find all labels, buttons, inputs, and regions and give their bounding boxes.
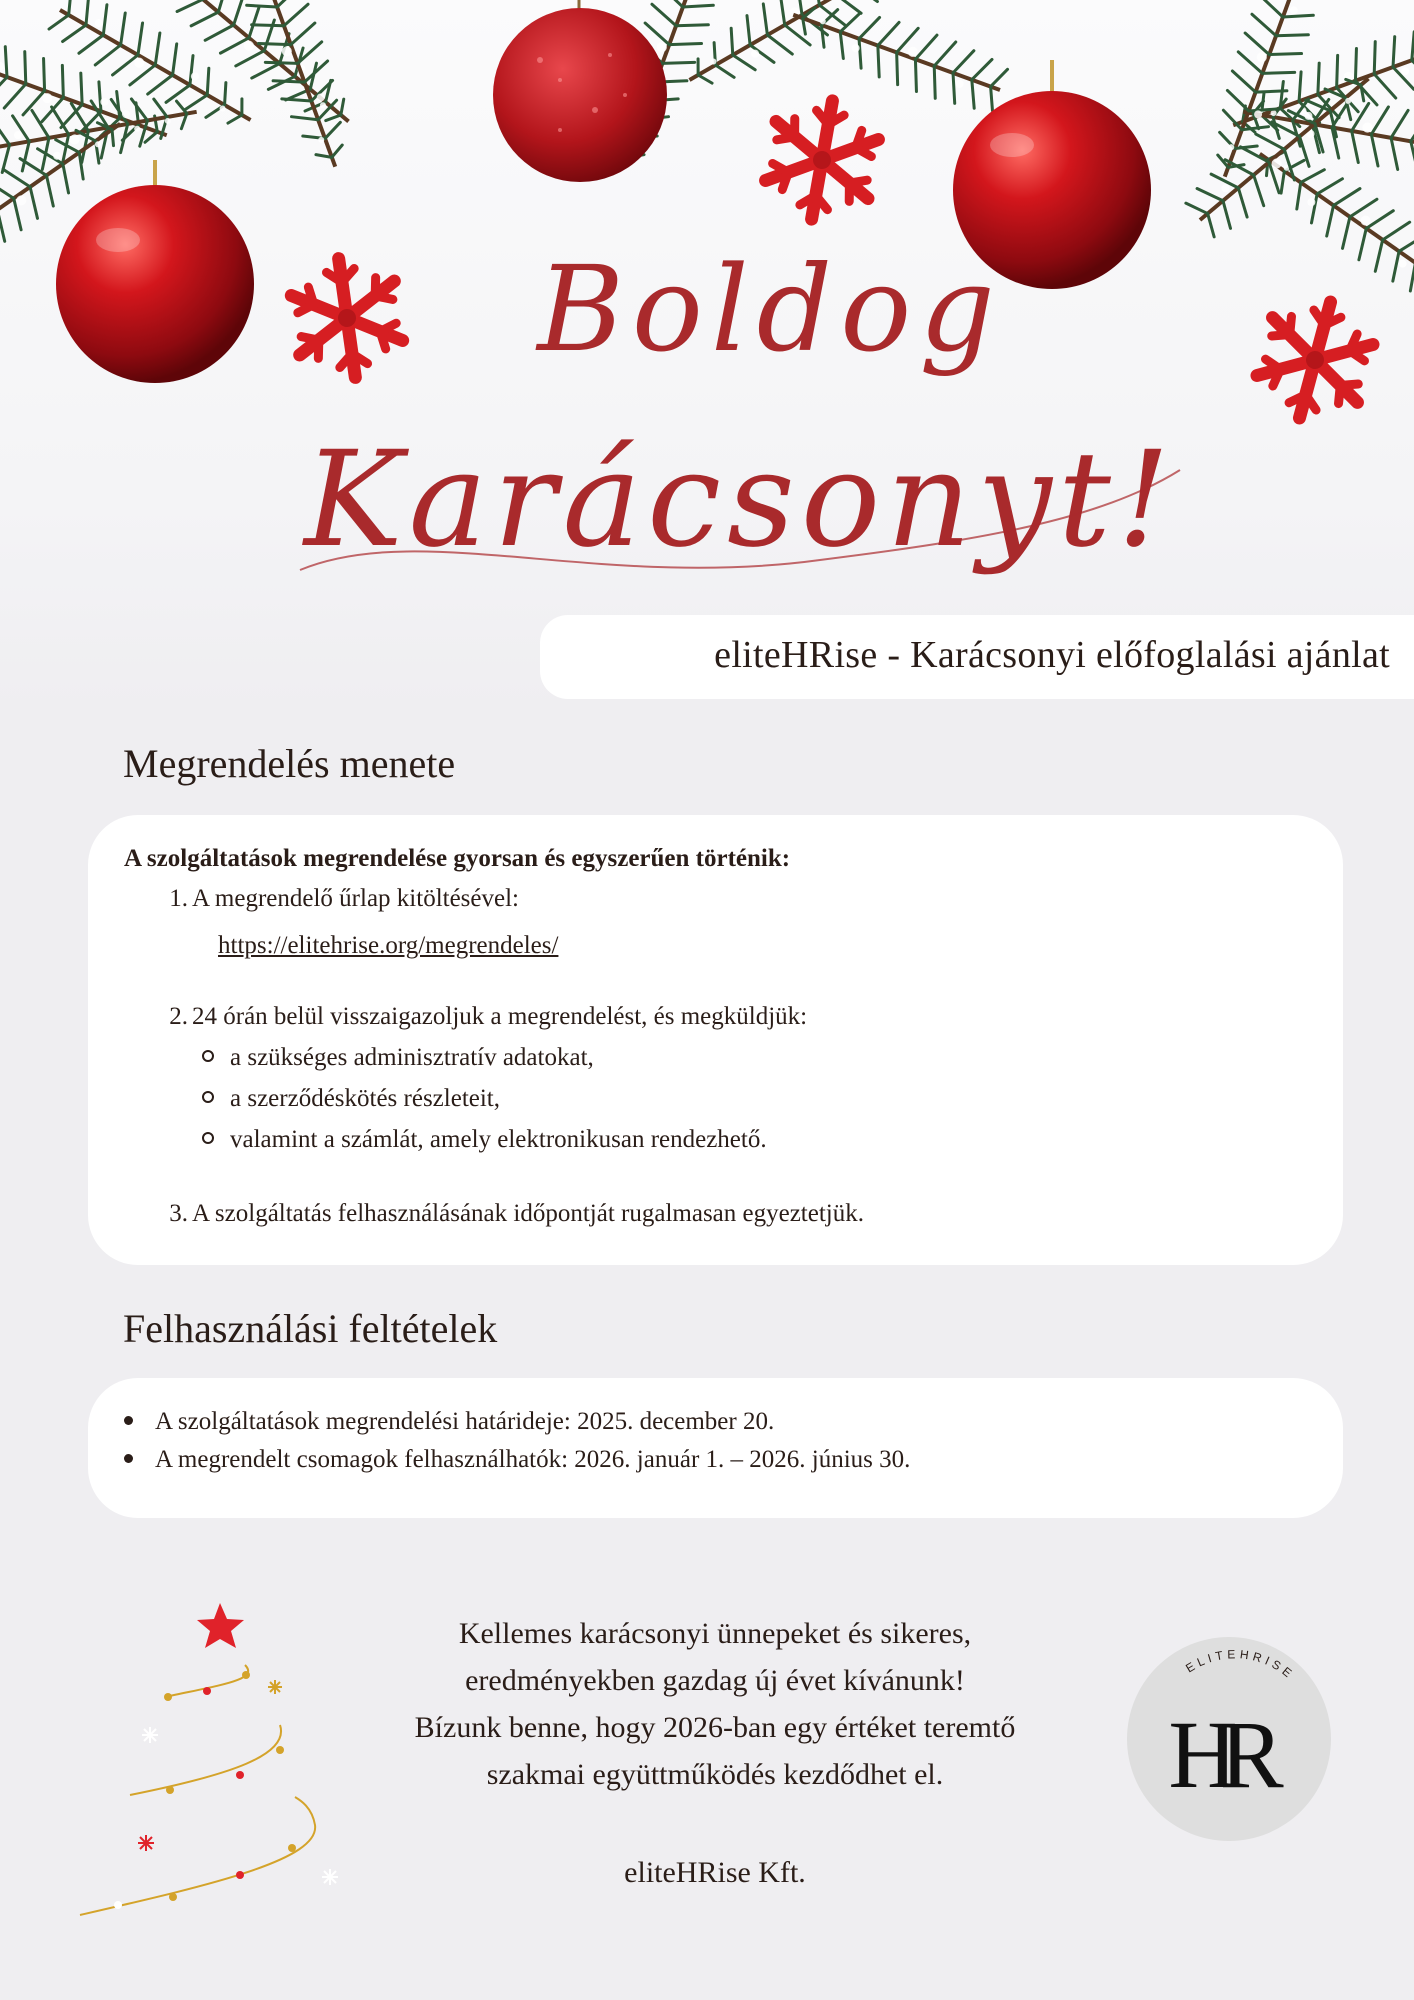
- offer-banner-title: eliteHRise - Karácsonyi előfoglalási ajánlat: [714, 634, 1390, 676]
- order-step-3: [154, 1200, 864, 1228]
- order-step-1: [154, 885, 519, 913]
- terms-card: [88, 1378, 1343, 1518]
- circle-bullet-icon: [202, 1091, 214, 1103]
- christmas-decoration-illustration: [0, 0, 1414, 710]
- order-process-title: Megrendelés menete: [123, 741, 456, 786]
- ornament-ball: [493, 8, 667, 182]
- logo-arc-text: ELITEHRISE: [1183, 1647, 1298, 1683]
- list-item-text: A megrendelt csomagok felhasználhatók: 2026. január 1. – 2026. június 30.: [155, 1446, 911, 1473]
- list-item-text: a szükséges adminisztratív adatokat,: [230, 1044, 594, 1071]
- ornament-ball: [56, 185, 254, 383]
- list-item: [124, 1446, 910, 1474]
- greeting-script-line2: Karácsonyt!: [304, 423, 1176, 577]
- step-number: 3.: [169, 1200, 188, 1227]
- list-item-text: valamint a számlát, amely elektronikusan rendezhető.: [230, 1126, 767, 1153]
- greeting-line: Kellemes karácsonyi ünnepeket és sikeres,: [458, 1617, 972, 1650]
- list-item-text: a szerződéskötés részleteit,: [230, 1085, 501, 1112]
- list-item-text: A szolgáltatások megrendelési határideje: 2025. december 20.: [155, 1408, 775, 1435]
- list-item: [124, 1408, 774, 1436]
- greeting-line: eredményekben gazdag új évet kívánunk!: [465, 1664, 965, 1697]
- step-number: 2.: [169, 1003, 188, 1030]
- circle-bullet-icon: [202, 1132, 214, 1144]
- list-item: [202, 1126, 767, 1154]
- offer-banner: [540, 615, 1414, 699]
- greeting-line: szakmai együttműködés kezdődhet el.: [486, 1758, 944, 1791]
- step-text: A szolgáltatás felhasználásának időpontját rugalmasan egyeztetjük.: [192, 1200, 864, 1227]
- list-item: [202, 1085, 500, 1113]
- terms-title: Felhasználási feltételek: [123, 1306, 498, 1351]
- list-item: [202, 1044, 594, 1072]
- snowflake-icon: [760, 92, 883, 228]
- hero-header: [0, 0, 1414, 710]
- step-number: 1.: [169, 885, 188, 912]
- greeting-script-line1: Boldog: [537, 240, 1003, 378]
- snowflake-icon: [287, 251, 407, 384]
- order-form-link[interactable]: https://elitehrise.org/megrendeles/: [218, 932, 559, 959]
- bullet-icon: [124, 1416, 133, 1425]
- greeting-line: Bízunk benne, hogy 2026-ban egy értéket teremtő: [414, 1711, 1016, 1744]
- step-text: A megrendelő űrlap kitöltésével:: [192, 885, 519, 912]
- logo-monogram: HR: [1168, 1701, 1266, 1808]
- order-step-2: [154, 1003, 807, 1031]
- company-logo: [1127, 1637, 1331, 1841]
- closing-greeting: [330, 1610, 1100, 1798]
- bullet-icon: [124, 1454, 133, 1463]
- snowflake-icon: [1249, 289, 1381, 432]
- christmas-tree-illustration: [60, 1585, 350, 1925]
- circle-bullet-icon: [202, 1050, 214, 1062]
- step-text: 24 órán belül visszaigazoljuk a megrendelést, és megküldjük:: [192, 1003, 808, 1030]
- star-icon: [197, 1603, 244, 1648]
- company-signature: eliteHRise Kft.: [624, 1856, 806, 1889]
- order-process-card: [88, 815, 1343, 1265]
- order-intro: A szolgáltatások megrendelése gyorsan és egyszerűen történik:: [124, 845, 791, 872]
